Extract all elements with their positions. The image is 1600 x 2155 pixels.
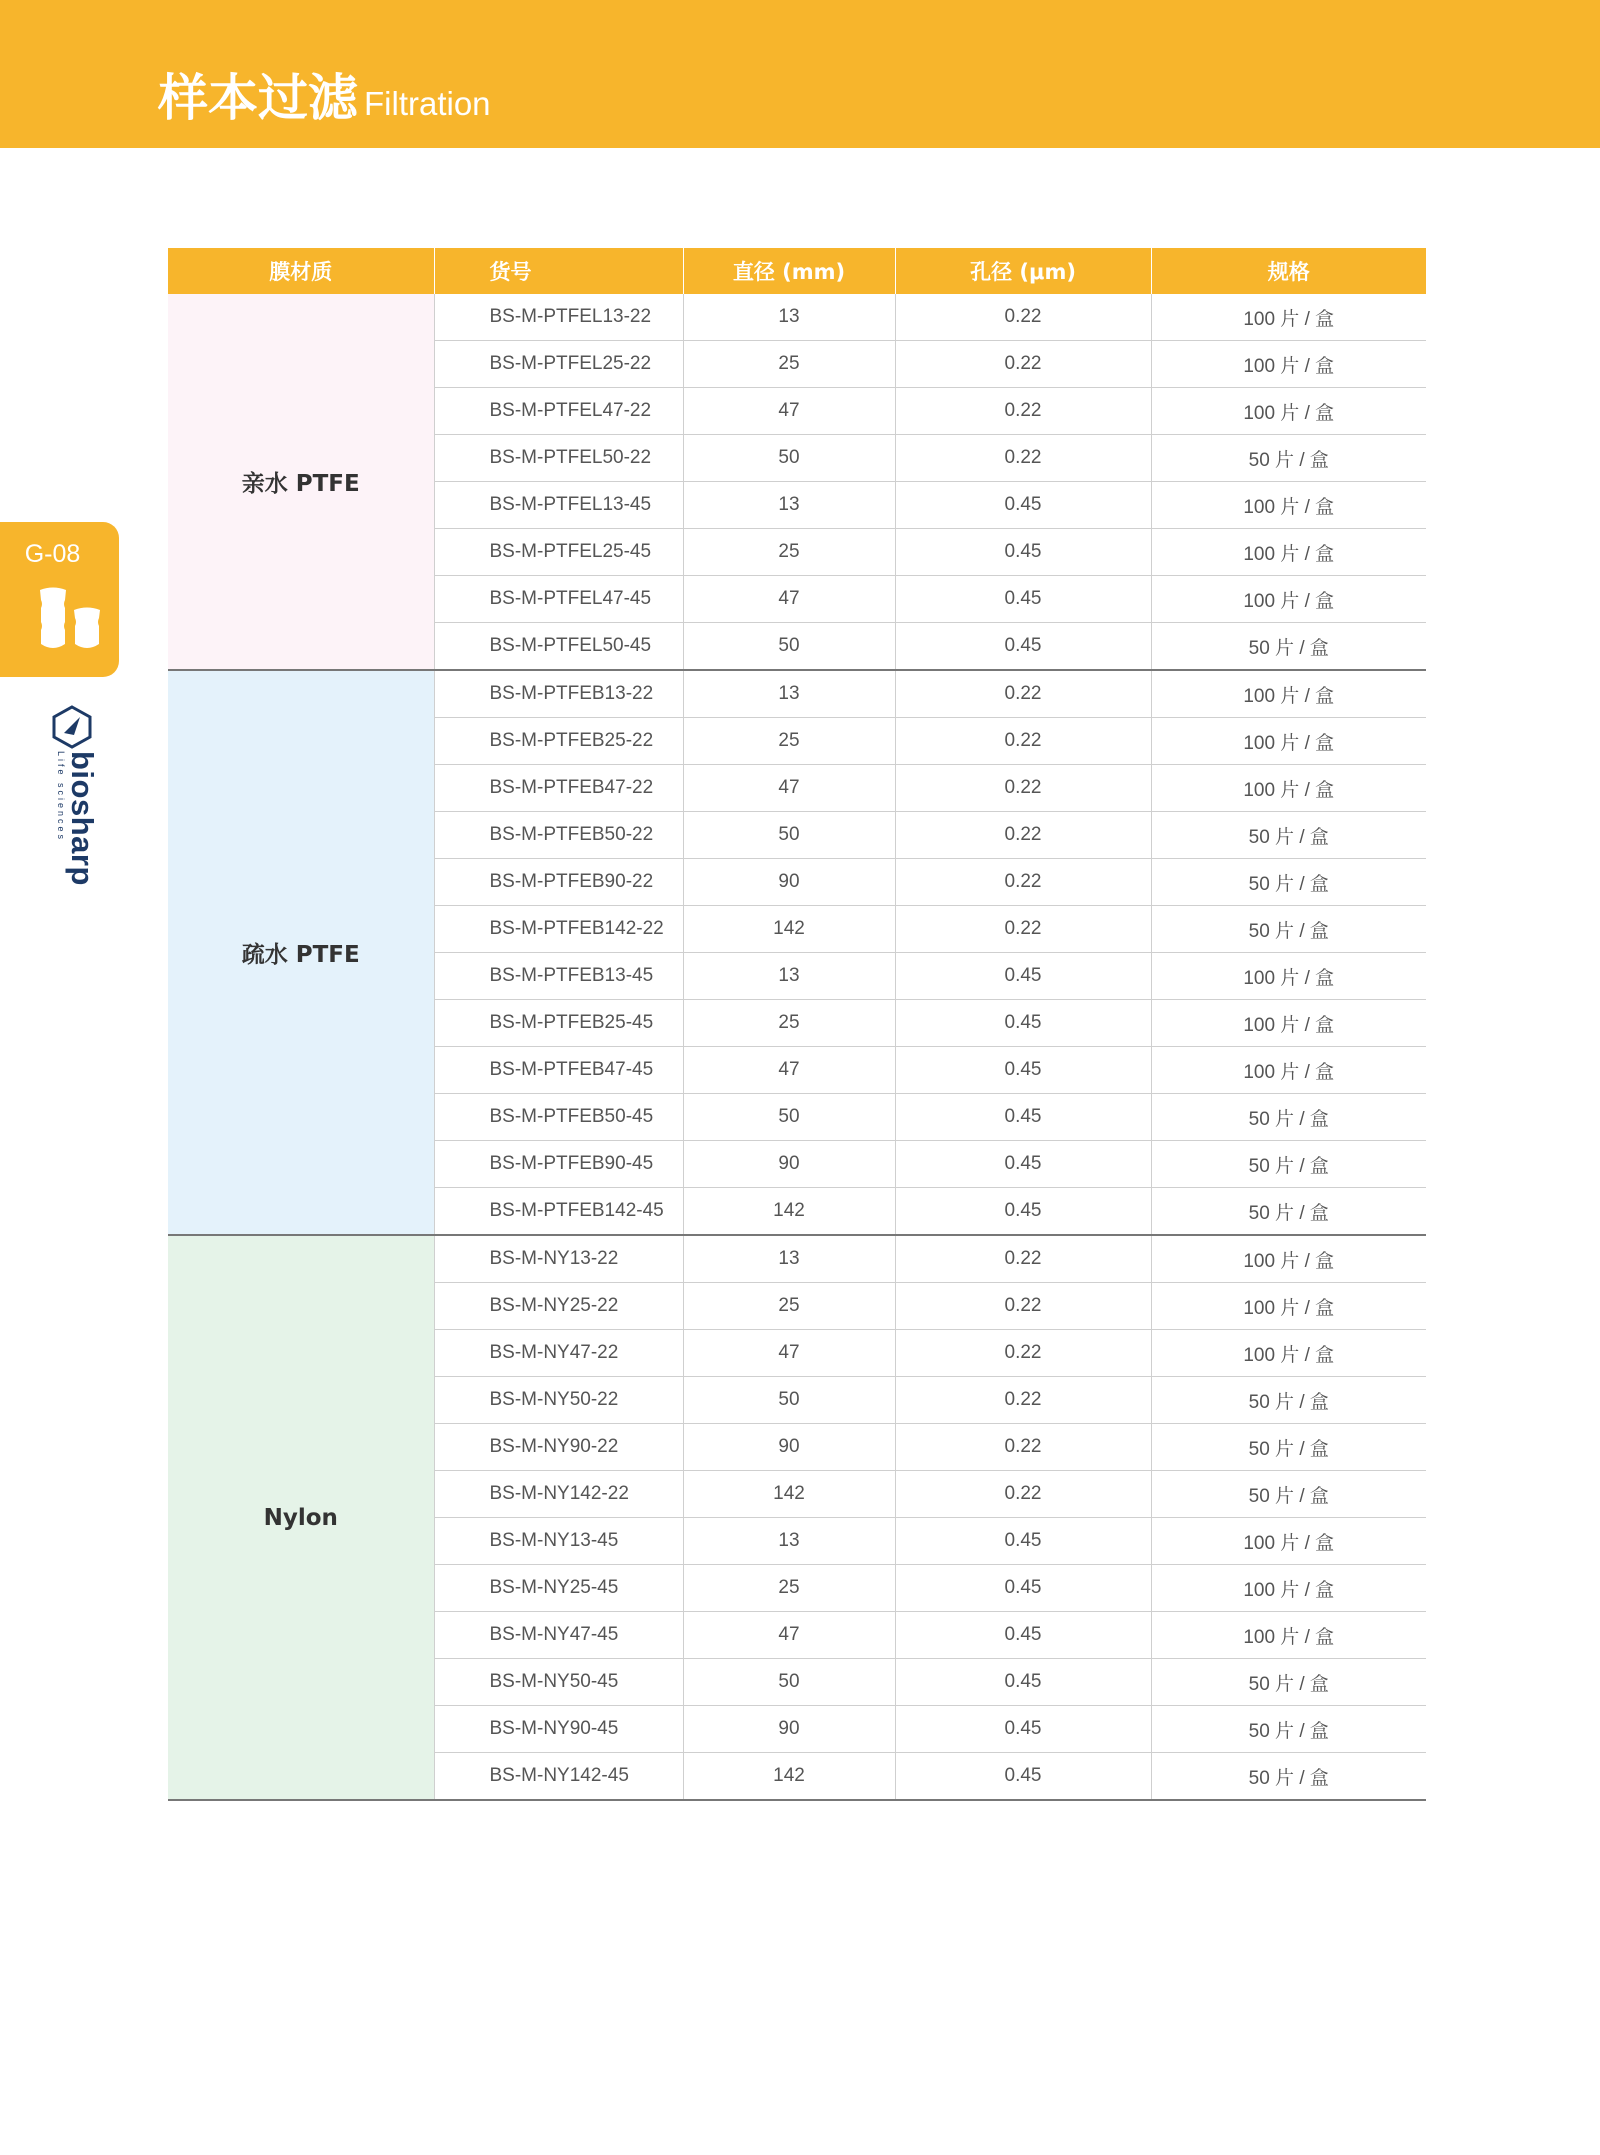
spec-cell: 50 片 / 盒 — [1151, 1753, 1426, 1801]
diameter-cell: 142 — [683, 1471, 895, 1518]
sku-cell: BS-M-NY47-22 — [434, 1330, 683, 1377]
diameter-cell: 13 — [683, 953, 895, 1000]
diameter-cell: 25 — [683, 1565, 895, 1612]
pore-size-cell: 0.22 — [895, 294, 1151, 341]
spec-cell: 50 片 / 盒 — [1151, 435, 1426, 482]
sku-cell: BS-M-PTFEL47-45 — [434, 576, 683, 623]
sku-cell: BS-M-PTFEL13-45 — [434, 482, 683, 529]
spec-cell: 100 片 / 盒 — [1151, 718, 1426, 765]
header-bar — [0, 0, 1600, 148]
sku-cell: BS-M-NY25-45 — [434, 1565, 683, 1612]
page-title-en: Filtration — [364, 85, 491, 122]
spec-cell: 100 片 / 盒 — [1151, 1565, 1426, 1612]
sku-cell: BS-M-PTFEB25-22 — [434, 718, 683, 765]
diameter-cell: 90 — [683, 1706, 895, 1753]
pore-size-cell: 0.45 — [895, 1000, 1151, 1047]
table-row — [168, 670, 1426, 718]
sku-cell: BS-M-NY25-22 — [434, 1283, 683, 1330]
spec-cell: 50 片 / 盒 — [1151, 1424, 1426, 1471]
pore-size-cell: 0.45 — [895, 1188, 1151, 1236]
diameter-cell: 25 — [683, 1000, 895, 1047]
diameter-cell: 50 — [683, 812, 895, 859]
pore-size-cell: 0.45 — [895, 1141, 1151, 1188]
spec-cell: 50 片 / 盒 — [1151, 906, 1426, 953]
sku-cell: BS-M-PTFEL25-45 — [434, 529, 683, 576]
col-header-diameter: 直径 (mm) — [683, 248, 895, 294]
sku-cell: BS-M-PTFEL25-22 — [434, 341, 683, 388]
pore-size-cell: 0.45 — [895, 1565, 1151, 1612]
diameter-cell: 50 — [683, 1659, 895, 1706]
spec-cell: 100 片 / 盒 — [1151, 294, 1426, 341]
pore-size-cell: 0.22 — [895, 1471, 1151, 1518]
pore-size-cell: 0.45 — [895, 1659, 1151, 1706]
diameter-cell: 47 — [683, 1330, 895, 1377]
spec-cell: 50 片 / 盒 — [1151, 1377, 1426, 1424]
biosharp-logo-icon — [50, 705, 94, 749]
spec-cell: 50 片 / 盒 — [1151, 1141, 1426, 1188]
page-title-zh: 样本过滤 — [158, 69, 358, 127]
diameter-cell: 50 — [683, 1094, 895, 1141]
pore-size-cell: 0.45 — [895, 1706, 1151, 1753]
diameter-cell: 142 — [683, 1753, 895, 1801]
material-cell: Nylon — [168, 1235, 434, 1800]
pore-size-cell: 0.45 — [895, 1518, 1151, 1565]
product-table — [168, 248, 1426, 1801]
sku-cell: BS-M-NY50-45 — [434, 1659, 683, 1706]
spec-cell: 100 片 / 盒 — [1151, 1047, 1426, 1094]
diameter-cell: 25 — [683, 718, 895, 765]
pore-size-cell: 0.45 — [895, 1094, 1151, 1141]
pore-size-cell: 0.45 — [895, 529, 1151, 576]
sku-cell: BS-M-PTFEB90-22 — [434, 859, 683, 906]
spec-cell: 100 片 / 盒 — [1151, 1000, 1426, 1047]
sku-cell: BS-M-NY50-22 — [434, 1377, 683, 1424]
pore-size-cell: 0.22 — [895, 341, 1151, 388]
spec-cell: 100 片 / 盒 — [1151, 341, 1426, 388]
sku-cell: BS-M-PTFEL50-22 — [434, 435, 683, 482]
pore-size-cell: 0.22 — [895, 670, 1151, 718]
table-header-row — [168, 248, 1426, 294]
sku-cell: BS-M-NY142-22 — [434, 1471, 683, 1518]
spec-cell: 100 片 / 盒 — [1151, 765, 1426, 812]
sku-cell: BS-M-PTFEB50-22 — [434, 812, 683, 859]
sku-cell: BS-M-NY142-45 — [434, 1753, 683, 1801]
filter-tube-icon — [38, 582, 104, 652]
table-body — [168, 294, 1426, 1800]
sku-cell: BS-M-NY47-45 — [434, 1612, 683, 1659]
sku-cell: BS-M-PTFEB142-22 — [434, 906, 683, 953]
spec-cell: 100 片 / 盒 — [1151, 576, 1426, 623]
spec-cell: 100 片 / 盒 — [1151, 388, 1426, 435]
sku-cell: BS-M-PTFEB47-22 — [434, 765, 683, 812]
table-row — [168, 1235, 1426, 1283]
pore-size-cell: 0.45 — [895, 623, 1151, 671]
diameter-cell: 47 — [683, 765, 895, 812]
col-header-pore-size: 孔径 (μm) — [895, 248, 1151, 294]
pore-size-cell: 0.45 — [895, 576, 1151, 623]
spec-cell: 50 片 / 盒 — [1151, 1094, 1426, 1141]
sku-cell: BS-M-NY13-22 — [434, 1235, 683, 1283]
diameter-cell: 47 — [683, 576, 895, 623]
diameter-cell: 25 — [683, 529, 895, 576]
diameter-cell: 13 — [683, 482, 895, 529]
spec-cell: 100 片 / 盒 — [1151, 482, 1426, 529]
diameter-cell: 47 — [683, 1612, 895, 1659]
diameter-cell: 25 — [683, 1283, 895, 1330]
sku-cell: BS-M-PTFEB47-45 — [434, 1047, 683, 1094]
section-tab — [0, 522, 119, 677]
diameter-cell: 50 — [683, 435, 895, 482]
diameter-cell: 90 — [683, 1424, 895, 1471]
spec-cell: 100 片 / 盒 — [1151, 1330, 1426, 1377]
pore-size-cell: 0.45 — [895, 1047, 1151, 1094]
pore-size-cell: 0.45 — [895, 1612, 1151, 1659]
diameter-cell: 13 — [683, 1235, 895, 1283]
spec-cell: 50 片 / 盒 — [1151, 812, 1426, 859]
pore-size-cell: 0.22 — [895, 718, 1151, 765]
diameter-cell: 13 — [683, 670, 895, 718]
diameter-cell: 13 — [683, 294, 895, 341]
pore-size-cell: 0.22 — [895, 388, 1151, 435]
pore-size-cell: 0.45 — [895, 482, 1151, 529]
sku-cell: BS-M-NY13-45 — [434, 1518, 683, 1565]
sku-cell: BS-M-PTFEB13-22 — [434, 670, 683, 718]
pore-size-cell: 0.45 — [895, 1753, 1151, 1801]
pore-size-cell: 0.22 — [895, 1424, 1151, 1471]
col-header-material: 膜材质 — [168, 248, 434, 294]
brand-name: biosharp — [65, 751, 100, 886]
spec-cell: 50 片 / 盒 — [1151, 1706, 1426, 1753]
spec-cell: 100 片 / 盒 — [1151, 1612, 1426, 1659]
pore-size-cell: 0.22 — [895, 1377, 1151, 1424]
pore-size-cell: 0.22 — [895, 1330, 1151, 1377]
sku-cell: BS-M-PTFEB25-45 — [434, 1000, 683, 1047]
pore-size-cell: 0.22 — [895, 435, 1151, 482]
material-cell: 亲水 PTFE — [168, 294, 434, 670]
sku-cell: BS-M-PTFEB90-45 — [434, 1141, 683, 1188]
pore-size-cell: 0.22 — [895, 1283, 1151, 1330]
spec-cell: 100 片 / 盒 — [1151, 1518, 1426, 1565]
pore-size-cell: 0.22 — [895, 906, 1151, 953]
spec-cell: 100 片 / 盒 — [1151, 1235, 1426, 1283]
spec-cell: 50 片 / 盒 — [1151, 1188, 1426, 1236]
brand-logo — [46, 705, 100, 886]
diameter-cell: 142 — [683, 906, 895, 953]
diameter-cell: 47 — [683, 388, 895, 435]
spec-cell: 100 片 / 盒 — [1151, 953, 1426, 1000]
sku-cell: BS-M-PTFEL13-22 — [434, 294, 683, 341]
diameter-cell: 13 — [683, 1518, 895, 1565]
sku-cell: BS-M-PTFEB13-45 — [434, 953, 683, 1000]
pore-size-cell: 0.22 — [895, 812, 1151, 859]
table-row — [168, 294, 1426, 341]
page-title — [158, 58, 491, 130]
col-header-spec: 规格 — [1151, 248, 1426, 294]
brand-tagline: Life sciences — [56, 751, 66, 843]
col-header-sku: 货号 — [434, 248, 683, 294]
pore-size-cell: 0.22 — [895, 765, 1151, 812]
spec-cell: 50 片 / 盒 — [1151, 1659, 1426, 1706]
spec-cell: 100 片 / 盒 — [1151, 529, 1426, 576]
diameter-cell: 50 — [683, 623, 895, 671]
diameter-cell: 142 — [683, 1188, 895, 1236]
spec-cell: 50 片 / 盒 — [1151, 859, 1426, 906]
spec-cell: 50 片 / 盒 — [1151, 1471, 1426, 1518]
pore-size-cell: 0.45 — [895, 953, 1151, 1000]
diameter-cell: 50 — [683, 1377, 895, 1424]
diameter-cell: 90 — [683, 1141, 895, 1188]
sku-cell: BS-M-PTFEB50-45 — [434, 1094, 683, 1141]
pore-size-cell: 0.22 — [895, 859, 1151, 906]
spec-cell: 100 片 / 盒 — [1151, 670, 1426, 718]
diameter-cell: 25 — [683, 341, 895, 388]
diameter-cell: 90 — [683, 859, 895, 906]
sku-cell: BS-M-PTFEB142-45 — [434, 1188, 683, 1236]
pore-size-cell: 0.22 — [895, 1235, 1151, 1283]
spec-cell: 50 片 / 盒 — [1151, 623, 1426, 671]
material-cell: 疏水 PTFE — [168, 670, 434, 1235]
sku-cell: BS-M-PTFEL47-22 — [434, 388, 683, 435]
sku-cell: BS-M-NY90-45 — [434, 1706, 683, 1753]
diameter-cell: 47 — [683, 1047, 895, 1094]
spec-cell: 100 片 / 盒 — [1151, 1283, 1426, 1330]
section-code: G-08 — [24, 540, 81, 568]
sku-cell: BS-M-PTFEL50-45 — [434, 623, 683, 671]
sku-cell: BS-M-NY90-22 — [434, 1424, 683, 1471]
